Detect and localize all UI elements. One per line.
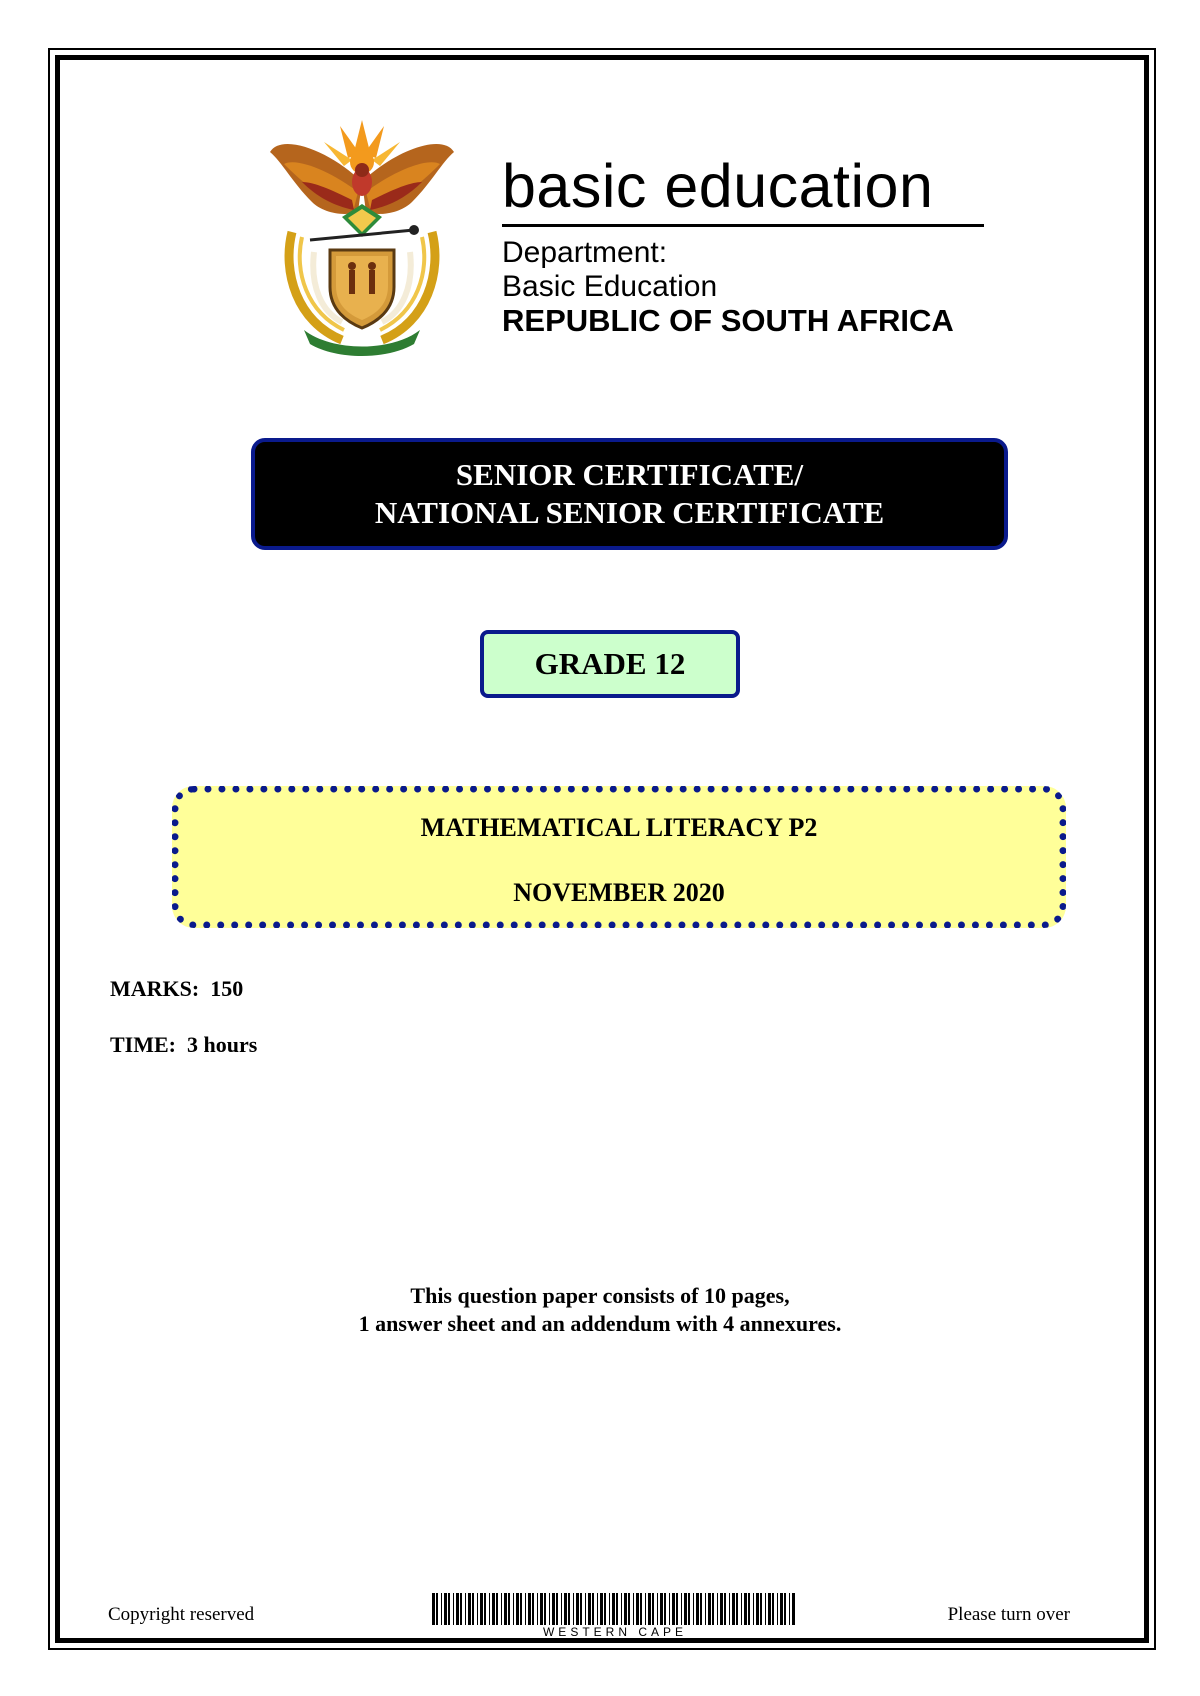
- brand-divider: [502, 224, 984, 227]
- coat-of-arms-icon: [262, 112, 462, 357]
- grade-badge: GRADE 12: [480, 630, 740, 698]
- paper-note-line-1: This question paper consists of 10 pages,: [410, 1283, 790, 1308]
- department-label: Department:: [502, 236, 668, 269]
- subject-title: MATHEMATICAL LITERACY P2: [420, 813, 818, 842]
- barcode-caption: WESTERN CAPE: [542, 1625, 687, 1639]
- subject-panel: [172, 786, 1066, 928]
- barcode-icon: [432, 1593, 798, 1625]
- marks-value: 150: [210, 976, 244, 1001]
- turn-over-notice: Please turn over: [947, 1604, 1070, 1625]
- marks-line: [110, 976, 243, 1002]
- time-label: TIME:: [110, 1032, 176, 1057]
- paper-note-line-2: 1 answer sheet and an addendum with 4 annexures.: [358, 1311, 842, 1336]
- certificate-line-2: NATIONAL SENIOR CERTIFICATE: [374, 495, 885, 530]
- time-value: 3 hours: [187, 1032, 258, 1057]
- brand-title: basic education: [502, 152, 934, 220]
- department-name: Basic Education: [502, 270, 718, 303]
- certificate-line-1: SENIOR CERTIFICATE/: [455, 457, 804, 492]
- time-line: [110, 1032, 257, 1058]
- exam-date: NOVEMBER 2020: [513, 878, 725, 907]
- country-name: REPUBLIC OF SOUTH AFRICA: [502, 303, 954, 338]
- copyright-notice: Copyright reserved: [108, 1604, 255, 1625]
- certificate-banner: [251, 438, 1008, 550]
- marks-label: MARKS:: [110, 976, 200, 1001]
